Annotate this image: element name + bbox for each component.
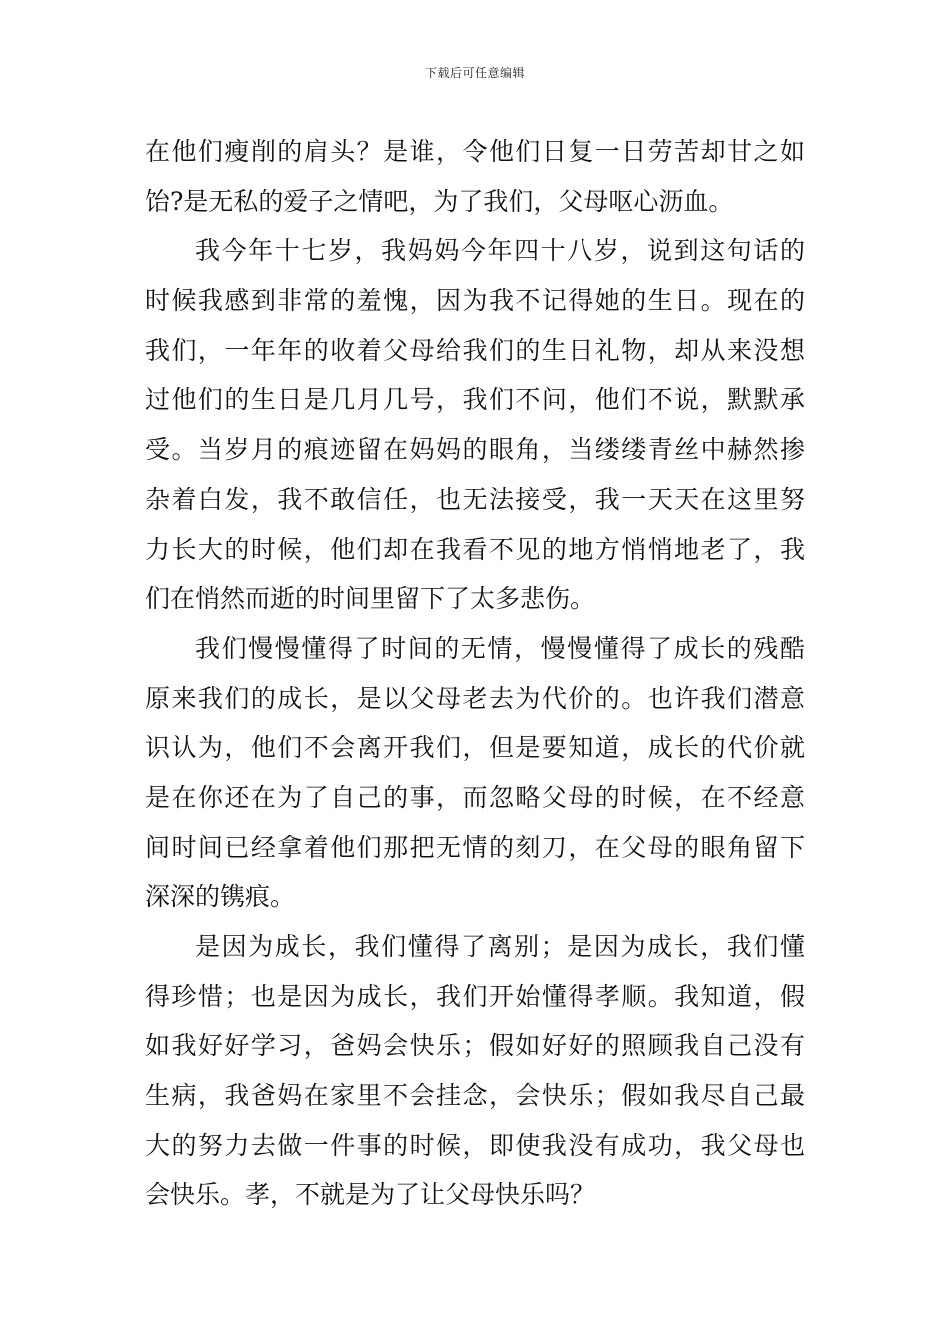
text-line: 我们，一年年的收着父母给我们的生日礼物，却从来没想 — [145, 335, 805, 365]
text-line: 杂着白发，我不敢信任，也无法接受，我一天天在这里努 — [145, 484, 805, 514]
text-line: 会快乐。孝，不就是为了让父母快乐吗？ — [145, 1180, 596, 1210]
text-line: 深深的镌痕。 — [145, 882, 296, 912]
text-line: 过他们的生日是几月几号，我们不问，他们不说，默默承 — [145, 385, 805, 415]
text-line: 是因为成长，我们懂得了离别；是因为成长，我们懂 — [195, 932, 805, 961]
text-line: 间时间已经拿着他们那把无情的刻刀，在父母的眼角留下 — [145, 832, 805, 862]
body-text — [145, 127, 805, 1220]
text-line: 我今年十七岁，我妈妈今年四十八岁，说到这句话的 — [195, 236, 805, 266]
text-line: 在他们瘦削的肩头？是谁，令他们日复一日劳苦却甘之如 — [145, 137, 805, 166]
text-line: 原来我们的成长，是以父母老去为代价的。也许我们潜意 — [145, 683, 805, 713]
text-line: 识认为，他们不会离开我们，但是要知道，成长的代价就 — [145, 733, 805, 763]
text-line: 们在悄然而逝的时间里留下了太多悲伤。 — [145, 584, 596, 614]
text-line: 是在你还在为了自己的事，而忽略父母的时候，在不经意 — [145, 782, 805, 812]
text-line: 饴?是无私的爱子之情吧，为了我们，父母呕心沥血。 — [145, 186, 734, 216]
text-line: 受。当岁月的痕迹留在妈妈的眼角，当缕缕青丝中赫然掺 — [145, 435, 805, 465]
text-line: 生病，我爸妈在家里不会挂念，会快乐；假如我尽自己最 — [145, 1081, 805, 1111]
text-line: 力长大的时候，他们却在我看不见的地方悄悄地老了，我 — [145, 534, 805, 564]
page-header: 下载后可任意编辑 — [424, 66, 525, 80]
text-line: 如我好好学习，爸妈会快乐；假如好好的照顾我自己没有 — [145, 1031, 805, 1061]
text-line: 我们慢慢懂得了时间的无情，慢慢懂得了成长的残酷 — [195, 633, 805, 663]
text-line: 得珍惜；也是因为成长，我们开始懂得孝顺。我知道，假 — [145, 981, 805, 1011]
text-line: 大的努力去做一件事的时候，即使我没有成功，我父母也 — [145, 1130, 805, 1160]
text-line: 时候我感到非常的羞愧，因为我不记得她的生日。现在的 — [145, 286, 805, 316]
